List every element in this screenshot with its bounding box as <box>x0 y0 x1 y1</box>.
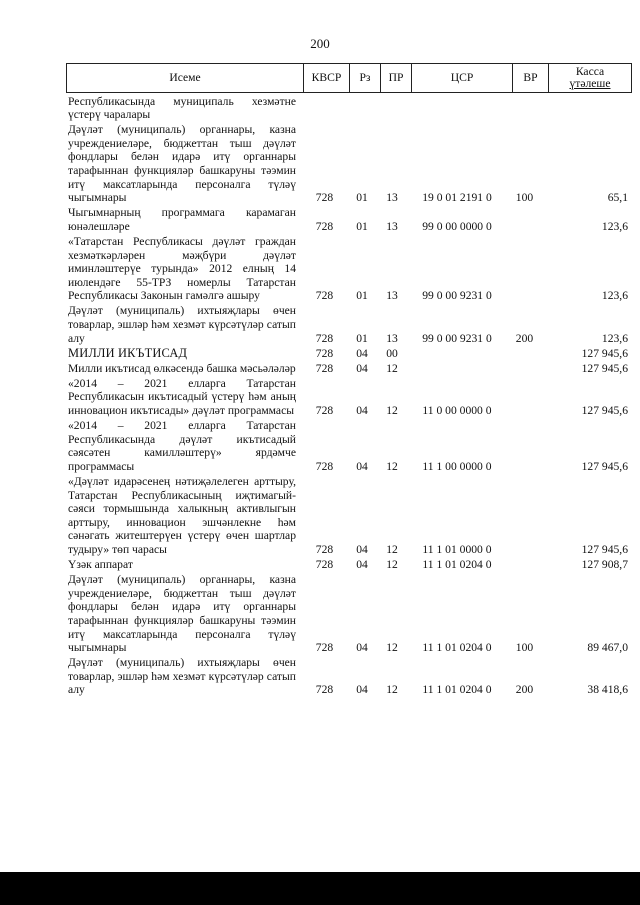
header-csr: ЦСР <box>411 64 512 92</box>
table-row <box>66 573 632 655</box>
header-kbsr: КВСР <box>303 64 349 92</box>
header-vr: ВР <box>512 64 548 92</box>
cell-pr: 12 <box>386 361 398 375</box>
cell-rz: 04 <box>356 683 368 697</box>
cell-name: Дәүләт (муниципаль) органнары, казна учреждениеләре, бюджеттан тыш дәүләт фондлары белән идарә итү органнары тарафыннан функцияләр башкаруны тәэмин итү максатларында персоналга түләү чыгымнары <box>68 573 296 655</box>
cell-kbsr: 728 <box>315 543 334 556</box>
cell-pr: 12 <box>386 641 398 655</box>
scan-bottom-edge <box>0 872 640 905</box>
cell-amount: 123,6 <box>601 331 628 345</box>
cell-rz: 04 <box>356 404 368 418</box>
cell-pr: 12 <box>386 558 398 572</box>
table-row <box>66 475 632 557</box>
cell-rz: 01 <box>356 289 368 303</box>
cell-name: «2014 – 2021 елларга Татарстан Республикасын икътисадый үстерү һәм аның инновацион икътисады» дәүләт программасы <box>68 376 296 418</box>
cell-pr: 13 <box>386 191 398 205</box>
table-header <box>66 63 632 93</box>
cell-amount: 127 945,6 <box>581 404 628 418</box>
cell-kbsr: 728 <box>315 331 334 345</box>
table-row <box>66 123 632 205</box>
cell-csr: 11 1 01 0204 0 <box>422 683 492 697</box>
cell-amount: 127 945,6 <box>581 346 628 360</box>
cell-name: Дәүләт (муниципаль) органнары, казна учреждениеләре, бюджеттан тыш дәүләт фондлары белән идарә итү органнары тарафыннан функцияләр башкаруны тәэмин итү максатларында персоналга түләү чыгымнары <box>68 123 296 205</box>
cell-name: «Татарстан Республикасы дәүләт граждан хезмәткәрләрен мәҗбүри дәүләт иминләштерүе турында» 2012 елның 14 июлендәге 55-ТРЗ номерлы Татарстан Республикасы Законын гамәлгә ашыру <box>68 234 296 303</box>
cell-csr: 11 0 00 0000 0 <box>422 404 492 418</box>
page-number: 200 <box>310 36 330 51</box>
cell-rz: 04 <box>356 346 368 360</box>
cell-csr: 99 0 00 9231 0 <box>422 289 492 303</box>
cell-csr: 11 1 01 0204 0 <box>422 641 492 655</box>
cell-pr: 13 <box>386 219 398 233</box>
cell-amount: 127 945,6 <box>581 459 628 473</box>
cell-name: МИЛЛИ ИКЪТИСАД <box>68 345 188 360</box>
cell-amount: 38 418,6 <box>587 683 628 697</box>
cell-amount: 123,6 <box>601 289 628 303</box>
cell-csr: 11 1 01 0000 0 <box>422 543 492 556</box>
cell-pr: 12 <box>386 683 398 697</box>
cell-rz: 01 <box>356 191 368 205</box>
cell-pr: 00 <box>386 346 398 360</box>
header-amount <box>548 64 631 92</box>
cell-pr: 13 <box>386 289 398 303</box>
header-rz: Рз <box>349 64 380 92</box>
table-row <box>66 656 632 697</box>
cell-kbsr: 728 <box>315 289 334 303</box>
cell-csr: 99 0 00 9231 0 <box>422 331 492 345</box>
cell-kbsr: 728 <box>315 219 334 233</box>
cell-kbsr: 728 <box>315 346 334 360</box>
cell-kbsr: 728 <box>315 459 334 473</box>
budget-table <box>66 63 632 697</box>
cell-amount: 65,1 <box>607 191 628 205</box>
table-row <box>66 347 632 361</box>
cell-name: «Дәүләт идарәсенең нәтиҗәлелеген арттыру, Татарстан Республикасының иҗтимагый-сәяси тормышында халыкның активлыгын арттыру, инновацион эшчәнлекне һәм сәнәгать житештерүен үстерү өчен шартлар тудыру» төп чарасы <box>68 475 296 556</box>
cell-kbsr: 728 <box>315 683 334 697</box>
cell-rz: 04 <box>356 361 368 375</box>
cell-vr: 200 <box>515 331 534 345</box>
cell-rz: 04 <box>356 459 368 473</box>
cell-vr: 100 <box>515 191 534 205</box>
cell-kbsr: 728 <box>315 361 334 375</box>
table-row <box>66 235 632 303</box>
table-row <box>66 362 632 376</box>
cell-kbsr: 728 <box>315 558 334 572</box>
cell-pr: 13 <box>386 331 398 345</box>
table-row <box>66 304 632 345</box>
cell-name: Чыгымнарның программага карамаган юнәлешләре <box>68 206 296 233</box>
cell-name: Үзәк аппарат <box>68 558 133 572</box>
cell-kbsr: 728 <box>315 641 334 655</box>
cell-amount: 127 945,6 <box>581 543 628 556</box>
table-row <box>66 206 632 233</box>
cell-rz: 01 <box>356 219 368 233</box>
table-row <box>66 419 632 473</box>
cell-rz: 01 <box>356 331 368 345</box>
header-name: Исеме <box>169 71 201 84</box>
header-amount-line1: Касса <box>575 65 605 78</box>
cell-vr: 200 <box>515 683 534 697</box>
cell-pr: 12 <box>386 459 398 473</box>
cell-name: Республикасында муниципаль хезмәтне үстерү чаралары <box>68 94 296 122</box>
table-body <box>66 95 632 698</box>
table-row <box>66 558 632 572</box>
cell-kbsr: 728 <box>315 404 334 418</box>
header-amount-line2: үтәлеше <box>569 77 611 90</box>
cell-csr: 11 1 01 0204 0 <box>422 558 492 572</box>
cell-amount: 127 908,7 <box>581 558 628 572</box>
cell-name: «2014 – 2021 елларга Татарстан Республикасында дәүләт икътисадый сәясәтен камилләштерү» ярдәмче программасы <box>68 419 296 473</box>
cell-pr: 12 <box>386 404 398 418</box>
cell-name: Дәүләт (муниципаль) ихтыяҗлары өчен товарлар, эшләр һәм хезмәт күрсәтүләр сатып алу <box>68 304 296 345</box>
cell-kbsr: 728 <box>315 191 334 205</box>
table-row <box>66 95 632 122</box>
cell-rz: 04 <box>356 543 368 556</box>
cell-vr: 100 <box>515 641 534 655</box>
cell-csr: 99 0 00 0000 0 <box>422 219 492 233</box>
cell-rz: 04 <box>356 641 368 655</box>
cell-amount: 89 467,0 <box>587 641 628 655</box>
cell-csr: 11 1 00 0000 0 <box>422 459 492 473</box>
cell-name: Дәүләт (муниципаль) ихтыяҗлары өчен товарлар, эшләр һәм хезмәт күрсәтүләр сатып алу <box>68 656 296 697</box>
cell-amount: 123,6 <box>601 219 628 233</box>
cell-pr: 12 <box>386 543 398 556</box>
cell-amount: 127 945,6 <box>581 361 628 375</box>
cell-name: Милли икътисад өлкәсендә башка мәсьәләләр <box>68 361 296 375</box>
header-pr: ПР <box>380 64 411 92</box>
cell-rz: 04 <box>356 558 368 572</box>
table-row <box>66 377 632 418</box>
cell-csr: 19 0 01 2191 0 <box>422 191 492 205</box>
